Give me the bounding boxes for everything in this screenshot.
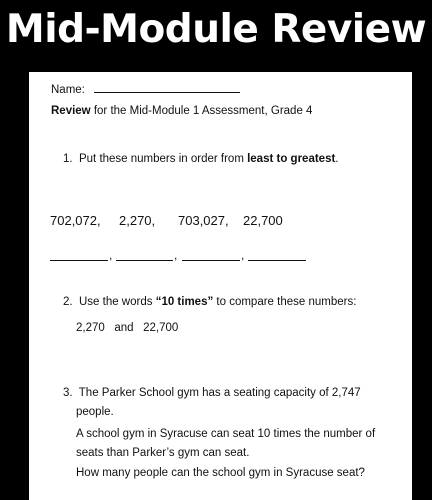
q2-text: Use the words [78,296,156,308]
question-2 [63,296,356,308]
answer-separator: , [241,248,245,262]
q3-line: How many people can the school gym in Syracuse seat? [76,467,365,479]
question-1 [63,153,339,165]
answer-blank [116,260,173,261]
worksheet-subtitle [51,105,312,117]
q3-line: A school gym in Syracuse can seat 10 times the number of [76,428,376,440]
answer-blank [248,260,306,261]
answer-blank [182,260,240,261]
name-line [51,84,240,96]
q1-number-item: 702,072, [50,213,101,228]
subtitle-rest: for the Mid-Module 1 Assessment, Grade 4 [90,105,313,117]
q1-number-item: 703,027, [178,213,229,228]
q3-line: The Parker School gym has a seating capacity of 2,747 [78,387,361,399]
q1-number-item: 22,700 [243,213,283,228]
q2-comparison: 2,270 and 22,700 [76,322,179,334]
question-3 [63,387,361,399]
worksheet-page [29,72,412,500]
name-label: Name: [51,84,85,96]
answer-separator: , [109,248,113,262]
q3-line: people. [76,406,114,418]
q1-number: 1. [63,153,73,165]
q3-line: seats than Parker’s gym can seat. [76,447,250,459]
q2-text-end: to compare these numbers: [213,296,357,308]
subtitle-bold: Review [51,105,91,117]
q3-number: 3. [63,387,73,399]
name-blank [94,92,240,93]
q1-bold: least to greatest [247,153,336,165]
q2-number: 2. [63,296,73,308]
answer-blank [50,260,108,261]
q1-number-item: 2,270, [119,213,156,228]
q1-text-end: . [335,153,339,165]
answer-separator: , [174,248,178,262]
banner-title: Mid-Module Review [5,7,427,52]
q2-bold: “10 times” [155,296,214,308]
q1-text: Put these numbers in order from [78,153,248,165]
